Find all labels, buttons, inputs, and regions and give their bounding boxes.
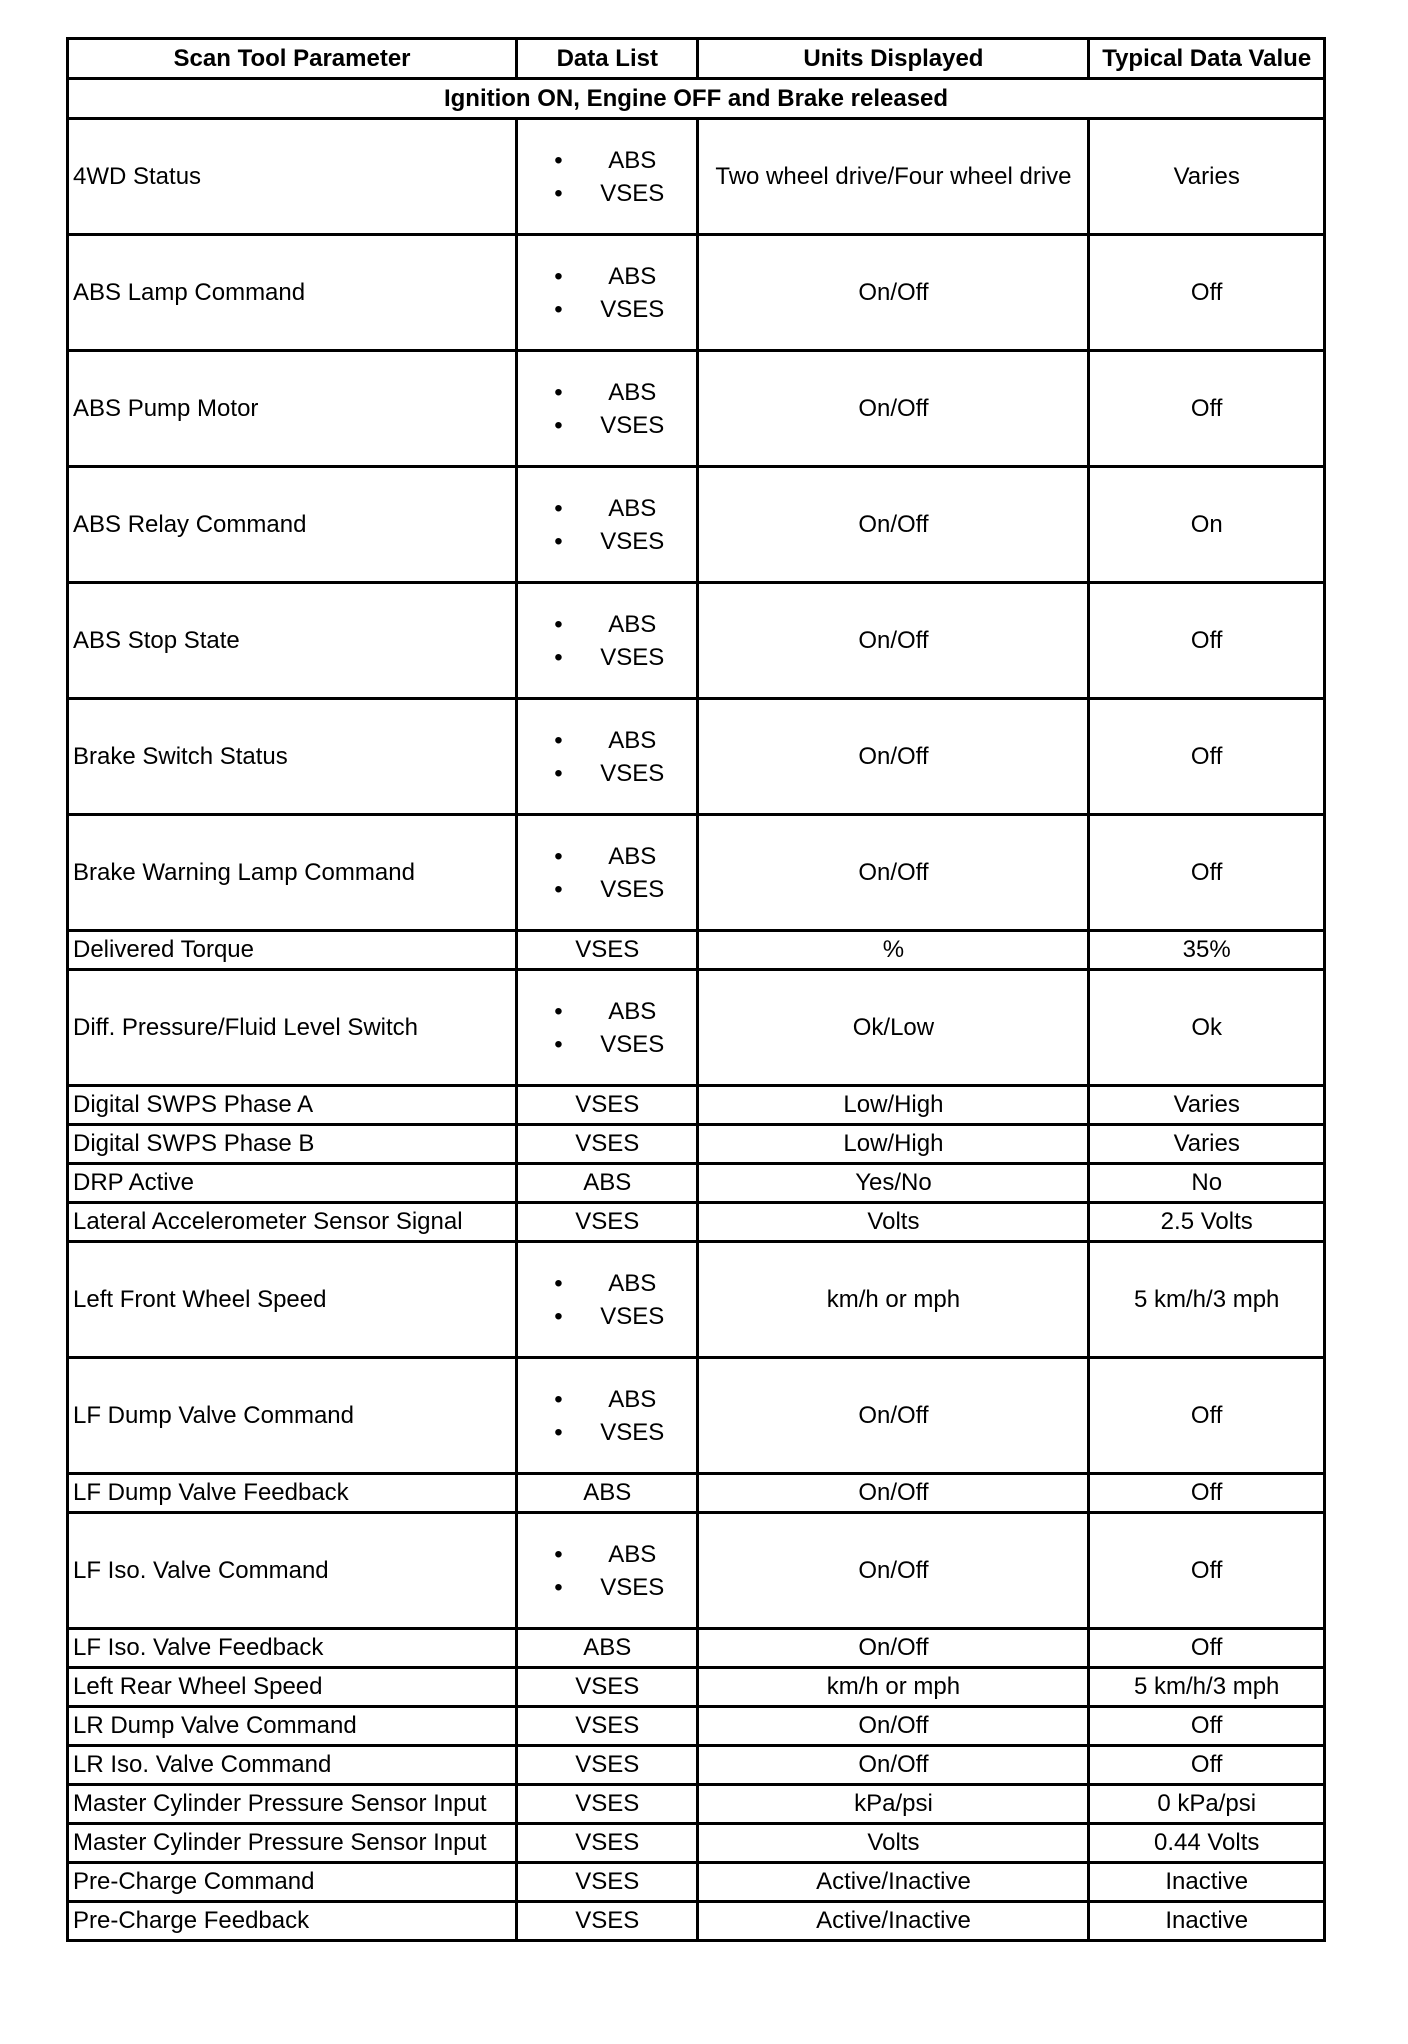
data-list-cell [517,1513,698,1629]
data-list-cell: VSES [517,931,698,970]
data-list-cell [517,699,698,815]
data-list-item: • VSES [550,641,664,674]
data-list-bullets [550,376,664,442]
parameter-cell: Digital SWPS Phase A [68,1086,517,1125]
typical-value-cell: Off [1089,1707,1325,1746]
condition-row [68,79,1325,119]
data-list-item: • VSES [550,293,664,326]
typical-value-cell: Off [1089,1746,1325,1785]
table-row [68,699,1325,815]
data-list-bullets [550,840,664,906]
data-list-bullets [550,144,664,210]
parameter-cell: LF Dump Valve Feedback [68,1474,517,1513]
data-list-cell: VSES [517,1086,698,1125]
typical-value-cell: Varies [1089,1086,1325,1125]
data-list-cell [517,1358,698,1474]
table-row [68,1668,1325,1707]
parameter-cell: ABS Relay Command [68,467,517,583]
data-list-cell [517,970,698,1086]
data-list-item: • ABS [550,260,664,293]
units-cell: km/h or mph [698,1668,1089,1707]
data-list-cell: ABS [517,1164,698,1203]
data-list-cell: VSES [517,1203,698,1242]
data-list-item: • ABS [550,1383,664,1416]
typical-value-cell: Varies [1089,1125,1325,1164]
table-row [68,467,1325,583]
parameter-cell: Brake Switch Status [68,699,517,815]
table-row [68,583,1325,699]
table-row [68,1863,1325,1902]
data-list-item: • VSES [550,1571,664,1604]
data-list-item: • ABS [550,492,664,525]
parameter-cell: Left Rear Wheel Speed [68,1668,517,1707]
parameter-cell: ABS Lamp Command [68,235,517,351]
units-cell: On/Off [698,815,1089,931]
data-list-item: • ABS [550,1267,664,1300]
units-cell: kPa/psi [698,1785,1089,1824]
units-cell: On/Off [698,1746,1089,1785]
data-list-cell: VSES [517,1707,698,1746]
units-cell: On/Off [698,1629,1089,1668]
parameter-cell: Pre-Charge Feedback [68,1902,517,1941]
units-cell: Active/Inactive [698,1902,1089,1941]
parameter-cell: Lateral Accelerometer Sensor Signal [68,1203,517,1242]
units-cell: On/Off [698,351,1089,467]
typical-value-cell: Inactive [1089,1902,1325,1941]
table-row [68,815,1325,931]
units-cell: km/h or mph [698,1242,1089,1358]
table-row [68,1358,1325,1474]
typical-value-cell: 5 km/h/3 mph [1089,1242,1325,1358]
data-list-cell [517,583,698,699]
condition-banner: Ignition ON, Engine OFF and Brake released [68,79,1325,119]
typical-value-cell: 35% [1089,931,1325,970]
parameter-cell: DRP Active [68,1164,517,1203]
units-cell: On/Off [698,583,1089,699]
header-units-displayed: Units Displayed [698,39,1089,79]
data-list-cell: VSES [517,1824,698,1863]
units-cell: Low/High [698,1086,1089,1125]
parameter-cell: LR Iso. Valve Command [68,1746,517,1785]
parameter-cell: Pre-Charge Command [68,1863,517,1902]
parameter-cell: Digital SWPS Phase B [68,1125,517,1164]
data-list-item: • ABS [550,995,664,1028]
units-cell: On/Off [698,699,1089,815]
table-row [68,1746,1325,1785]
table-row [68,1513,1325,1629]
typical-value-cell: 0 kPa/psi [1089,1785,1325,1824]
table-row [68,1125,1325,1164]
typical-value-cell: Off [1089,235,1325,351]
data-list-bullets [550,724,664,790]
units-cell: Volts [698,1203,1089,1242]
scan-tool-data-table [66,37,1326,1942]
parameter-cell: Brake Warning Lamp Command [68,815,517,931]
header-row [68,39,1325,79]
table-row [68,351,1325,467]
data-list-item: • VSES [550,1028,664,1061]
table-row [68,1707,1325,1746]
typical-value-cell: Off [1089,351,1325,467]
typical-value-cell: Inactive [1089,1863,1325,1902]
data-list-bullets [550,492,664,558]
data-list-cell [517,467,698,583]
parameter-cell: LF Dump Valve Command [68,1358,517,1474]
units-cell: On/Off [698,1358,1089,1474]
data-list-bullets [550,1538,664,1604]
table-row [68,1242,1325,1358]
table-row [68,1629,1325,1668]
table-row [68,1164,1325,1203]
data-list-cell [517,351,698,467]
table-row [68,1203,1325,1242]
data-list-item: • VSES [550,177,664,210]
units-cell: Low/High [698,1125,1089,1164]
data-list-cell [517,1242,698,1358]
parameter-cell: Left Front Wheel Speed [68,1242,517,1358]
data-list-item: • VSES [550,1300,664,1333]
parameter-cell: 4WD Status [68,119,517,235]
data-list-cell [517,119,698,235]
typical-value-cell: 5 km/h/3 mph [1089,1668,1325,1707]
typical-value-cell: Off [1089,699,1325,815]
typical-value-cell: Varies [1089,119,1325,235]
data-list-cell: VSES [517,1125,698,1164]
data-list-cell: ABS [517,1474,698,1513]
data-list-item: • VSES [550,1416,664,1449]
typical-value-cell: Off [1089,1513,1325,1629]
parameter-cell: Master Cylinder Pressure Sensor Input [68,1785,517,1824]
data-list-cell: VSES [517,1746,698,1785]
table-row [68,1086,1325,1125]
data-list-bullets [550,1383,664,1449]
table-row [68,235,1325,351]
units-cell: On/Off [698,1513,1089,1629]
header-data-list: Data List [517,39,698,79]
data-list-item: • VSES [550,757,664,790]
data-list-cell: VSES [517,1863,698,1902]
parameter-cell: Master Cylinder Pressure Sensor Input [68,1824,517,1863]
units-cell: Two wheel drive/Four wheel drive [698,119,1089,235]
typical-value-cell: Off [1089,583,1325,699]
data-list-cell [517,815,698,931]
data-list-item: • ABS [550,1538,664,1571]
data-list-item: • ABS [550,144,664,177]
data-list-item: • ABS [550,376,664,409]
typical-value-cell: Off [1089,1358,1325,1474]
header-scan-tool-parameter: Scan Tool Parameter [68,39,517,79]
typical-value-cell: Off [1089,815,1325,931]
typical-value-cell: On [1089,467,1325,583]
data-list-item: • ABS [550,724,664,757]
data-list-bullets [550,260,664,326]
table-body [68,79,1325,1941]
units-cell: On/Off [698,235,1089,351]
data-list-item: • VSES [550,409,664,442]
data-list-item: • VSES [550,525,664,558]
table-row [68,1902,1325,1941]
units-cell: % [698,931,1089,970]
units-cell: On/Off [698,467,1089,583]
units-cell: On/Off [698,1474,1089,1513]
typical-value-cell: 2.5 Volts [1089,1203,1325,1242]
data-list-cell: VSES [517,1668,698,1707]
parameter-cell: ABS Stop State [68,583,517,699]
parameter-cell: Diff. Pressure/Fluid Level Switch [68,970,517,1086]
units-cell: Volts [698,1824,1089,1863]
data-list-bullets [550,608,664,674]
parameter-cell: Delivered Torque [68,931,517,970]
units-cell: Ok/Low [698,970,1089,1086]
units-cell: On/Off [698,1707,1089,1746]
parameter-cell: ABS Pump Motor [68,351,517,467]
data-list-item: • VSES [550,873,664,906]
data-list-bullets [550,1267,664,1333]
parameter-cell: LF Iso. Valve Command [68,1513,517,1629]
typical-value-cell: Off [1089,1629,1325,1668]
parameter-cell: LF Iso. Valve Feedback [68,1629,517,1668]
table-row [68,931,1325,970]
typical-value-cell: Off [1089,1474,1325,1513]
units-cell: Yes/No [698,1164,1089,1203]
data-list-cell [517,235,698,351]
table-row [68,970,1325,1086]
data-list-cell: ABS [517,1629,698,1668]
data-list-item: • ABS [550,608,664,641]
table-row [68,1474,1325,1513]
parameter-cell: LR Dump Valve Command [68,1707,517,1746]
typical-value-cell: 0.44 Volts [1089,1824,1325,1863]
data-list-item: • ABS [550,840,664,873]
typical-value-cell: Ok [1089,970,1325,1086]
data-list-cell: VSES [517,1785,698,1824]
data-list-cell: VSES [517,1902,698,1941]
table-row [68,119,1325,235]
units-cell: Active/Inactive [698,1863,1089,1902]
table-row [68,1824,1325,1863]
header-typical-data-value: Typical Data Value [1089,39,1325,79]
typical-value-cell: No [1089,1164,1325,1203]
table-row [68,1785,1325,1824]
data-list-bullets [550,995,664,1061]
